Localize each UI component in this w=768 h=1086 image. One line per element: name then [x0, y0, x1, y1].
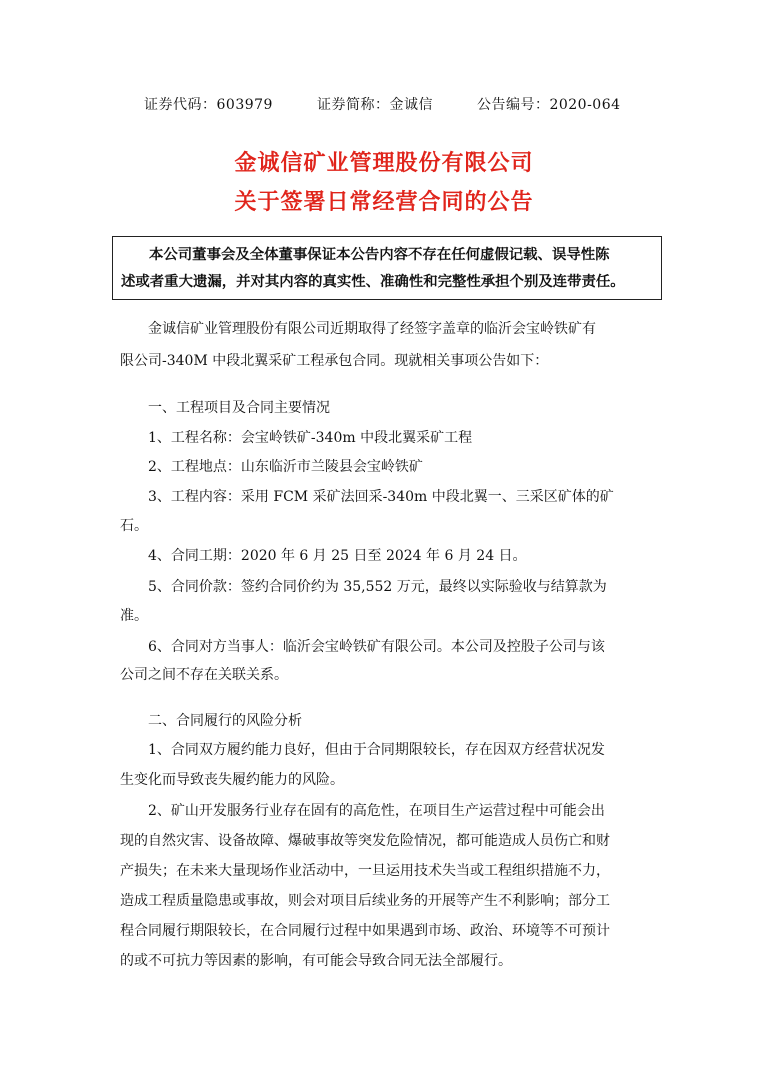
contract-item: 2、工程地点：山东临沂市兰陵县会宝岭铁矿 [148, 459, 423, 475]
contract-item: 6、合同对方当事人：临沂会宝岭铁矿有限公司。本公司及控股子公司与该 [148, 639, 605, 655]
intro-line: 金诚信矿业管理股份有限公司近期取得了经签字盖章的临沂会宝岭铁矿有 [148, 321, 596, 337]
contract-item-continuation: 公司之间不存在关联关系。 [120, 667, 288, 683]
security-code: 证券代码：603979 [144, 97, 273, 113]
contract-item: 3、工程内容：采用 FCM 采矿法回采-340m 中段北翼一、三采区矿体的矿 [148, 489, 614, 505]
announcement-header [144, 94, 644, 114]
section-heading: 一、工程项目及合同主要情况 [148, 400, 330, 416]
contract-item: 1、工程名称：会宝岭铁矿-340m 中段北翼采矿工程 [148, 430, 473, 446]
intro-line: 限公司-340M 中段北翼采矿工程承包合同。现就相关事项公告如下： [120, 353, 549, 369]
security-short-name: 证券简称：金诚信 [316, 97, 433, 113]
risk-paragraph-line: 2、矿山开发服务行业存在固有的高危性，在项目生产运营过程中可能会出 [148, 803, 605, 819]
announcement-title: 关于签署日常经营合同的公告 [234, 190, 534, 215]
risk-paragraph-line: 1、合同双方履约能力良好，但由于合同期限较长，存在因双方经营状况发 [148, 742, 605, 758]
company-title: 金诚信矿业管理股份有限公司 [234, 151, 534, 176]
announcement-number: 公告编号：2020-064 [476, 97, 621, 113]
risk-paragraph-line: 现的自然灾害、设备故障、爆破事故等突发危险情况，都可能造成人员伤亡和财 [120, 833, 610, 849]
board-statement-box [112, 236, 662, 300]
risk-paragraph-line: 的或不可抗力等因素的影响，有可能会导致合同无法全部履行。 [120, 953, 512, 969]
section-heading: 二、合同履行的风险分析 [148, 713, 302, 729]
board-statement-line: 本公司董事会及全体董事保证本公告内容不存在任何虚假记载、误导性陈 [149, 247, 610, 263]
risk-paragraph-line: 生变化而导致丧失履约能力的风险。 [120, 772, 344, 788]
risk-paragraph-line: 产损失；在未来大量现场作业活动中，一旦运用技术失当或工程组织措施不力， [120, 863, 610, 879]
contract-item: 5、合同价款：签约合同价约为 35,552 万元，最终以实际验收与结算款为 [148, 579, 607, 595]
contract-item: 4、合同工期：2020 年 6 月 25 日至 2024 年 6 月 24 日。 [148, 548, 527, 564]
contract-item-continuation: 石。 [120, 518, 148, 534]
contract-item-continuation: 准。 [120, 608, 148, 624]
risk-paragraph-line: 程合同履行期限较长，在合同履行过程中如果遇到市场、政治、环境等不可预计 [120, 923, 610, 939]
risk-paragraph-line: 造成工程质量隐患或事故，则会对项目后续业务的开展等产生不利影响；部分工 [120, 893, 610, 909]
board-statement-line: 述或者重大遗漏，并对其内容的真实性、准确性和完整性承担个别及连带责任。 [121, 274, 625, 290]
